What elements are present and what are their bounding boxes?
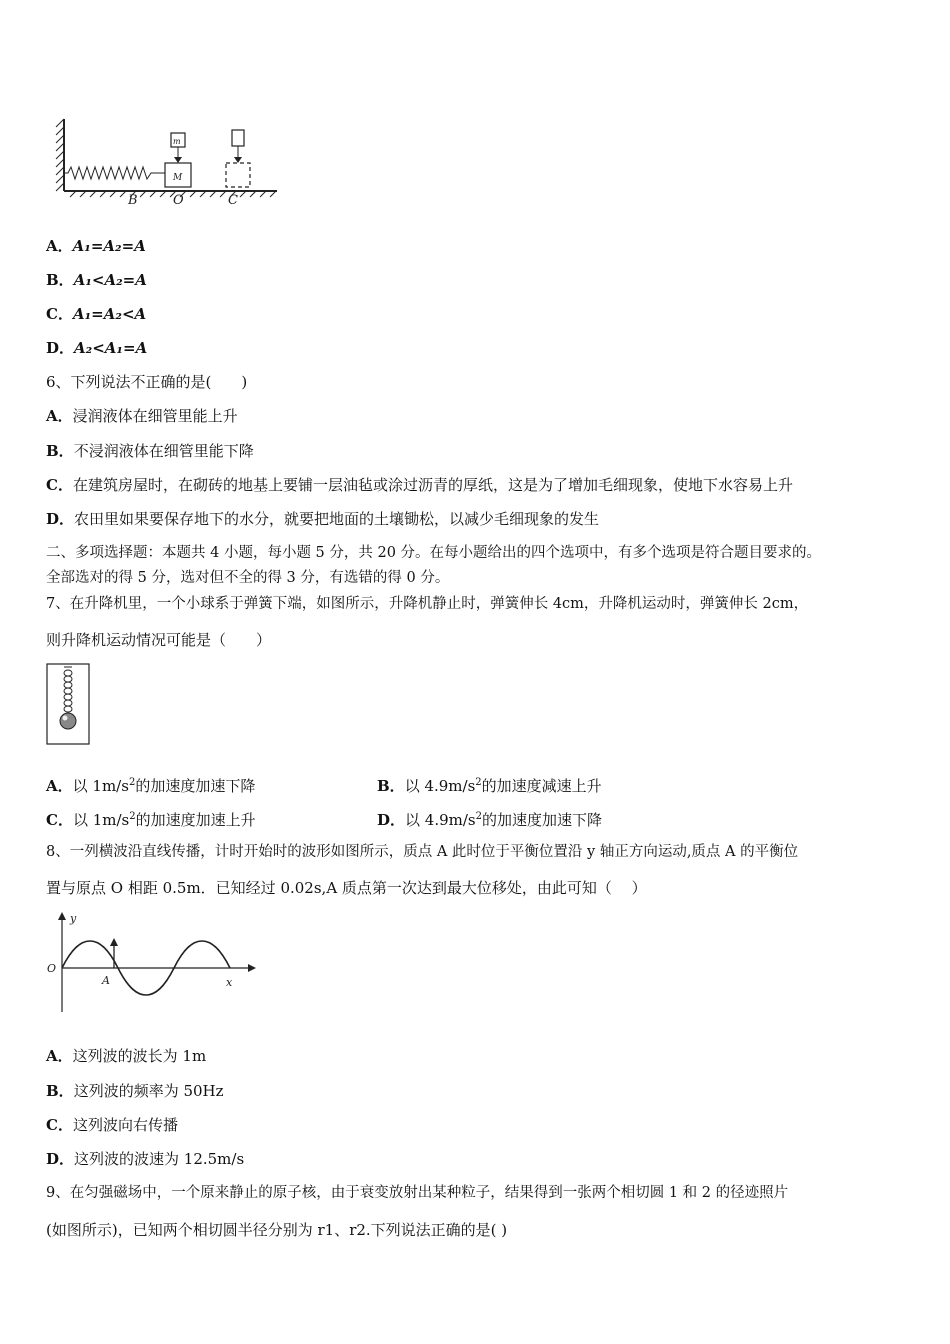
q7-option-d: D．以 $4.9m/s^2$的加速度加速下降 [377,811,603,829]
q8-option-c: C．这列波向右传播 [46,1116,178,1134]
q7-option-c: C．以 $1m/s^2$的加速度加速上升 [46,811,256,829]
label-C: C [228,193,238,208]
block-dashed [226,163,250,187]
label-M: M [173,173,183,183]
q9-stem-line2: (如图所示)，已知两个相切圆半径分别为 r1、r2.下列说法正确的是( ) [46,1221,508,1239]
ball [60,713,76,729]
label-B: B [128,193,138,208]
origin-label: O [47,962,57,975]
q7-option-b: B．以 $4.9m/s^2$的加速度减速上升 [377,777,602,795]
q5-option-d: D．A₂<A₁=A [46,339,148,357]
spring-mass-figure [52,115,292,215]
q6-option-a: A．浸润液体在细管里能上升 [46,407,238,425]
q7-stem-line2: 则升降机运动情况可能是（ ） [46,631,272,649]
spring [64,167,165,179]
label-m: m [173,137,181,146]
q6-option-b: B．不浸润液体在细管里能下降 [46,442,254,460]
q6-stem: 6、下列说法不正确的是( ) [46,373,248,391]
point-A-label: A [102,974,110,987]
section2-note: 全部选对的得 5 分，选对但不全的得 3 分，有选错的得 0 分。 [46,570,450,586]
q5-option-b: B．A₁<A₂=A [46,271,147,289]
label-O: O [173,193,184,208]
q7-stem-line1: 7、在升降机里，一个小球系于弹簧下端，如图所示，升降机静止时，弹簧伸长 4cm，升降机运动时，弹簧伸长 2cm， [46,596,809,612]
q5-option-c: C．A₁=A₂<A [46,305,147,323]
q8-option-d: D．这列波的波速为 12.5m/s [46,1150,245,1168]
q9-stem-line1: 9、在匀强磁场中，一个原来静止的原子核，由于衰变放射出某种粒子，结果得到一张两个相切圆 1 和 2 的径迹照片 [46,1185,789,1201]
q5-option-d-text: A₂<A₁=A [74,339,148,357]
q8-option-a: A．这列波的波长为 1m [46,1047,207,1065]
section2-heading: 二、多项选择题：本题共 4 小题，每小题 5 分，共 20 分。在每小题给出的四个选项中，有多个选项是符合题目要求的。 [46,545,822,561]
axis-label-x: x [226,976,233,989]
q7-option-a: A．以 $1m/s^2$的加速度加速下降 [46,777,256,795]
wave-figure [44,908,264,1018]
q5-option-b-text: A₁<A₂=A [73,271,147,289]
q6-option-d: D．农田里如果要保存地下的水分，就要把地面的土壤锄松，以减少毛细现象的发生 [46,510,600,528]
q5-option-a-text: A₁=A₂=A [72,237,146,255]
q5-option-a: A．A₁=A₂=A [46,237,146,255]
q5-option-c-text: A₁=A₂<A [72,305,147,323]
q8-option-b: B．这列波的频率为 50Hz [46,1082,224,1100]
block-m-dashed [232,130,244,146]
q6-option-c: C．在建筑房屋时，在砌砖的地基上要铺一层油毡或涂过沥青的厚纸，这是为了增加毛细现象，使地下水容易上升 [46,476,793,494]
elevator-figure [46,663,92,747]
axis-label-y: y [70,912,77,925]
q8-stem-line2: 置与原点 O 相距 0.5m．已知经过 0.02s,A 质点第一次达到最大位移处，由此可知（ ） [46,879,647,897]
q8-stem-line1: 8、一列横波沿直线传播，计时开始时的波形如图所示，质点 A 此时位于平衡位置沿 y 轴正方向运动,质点 A 的平衡位 [46,844,799,860]
